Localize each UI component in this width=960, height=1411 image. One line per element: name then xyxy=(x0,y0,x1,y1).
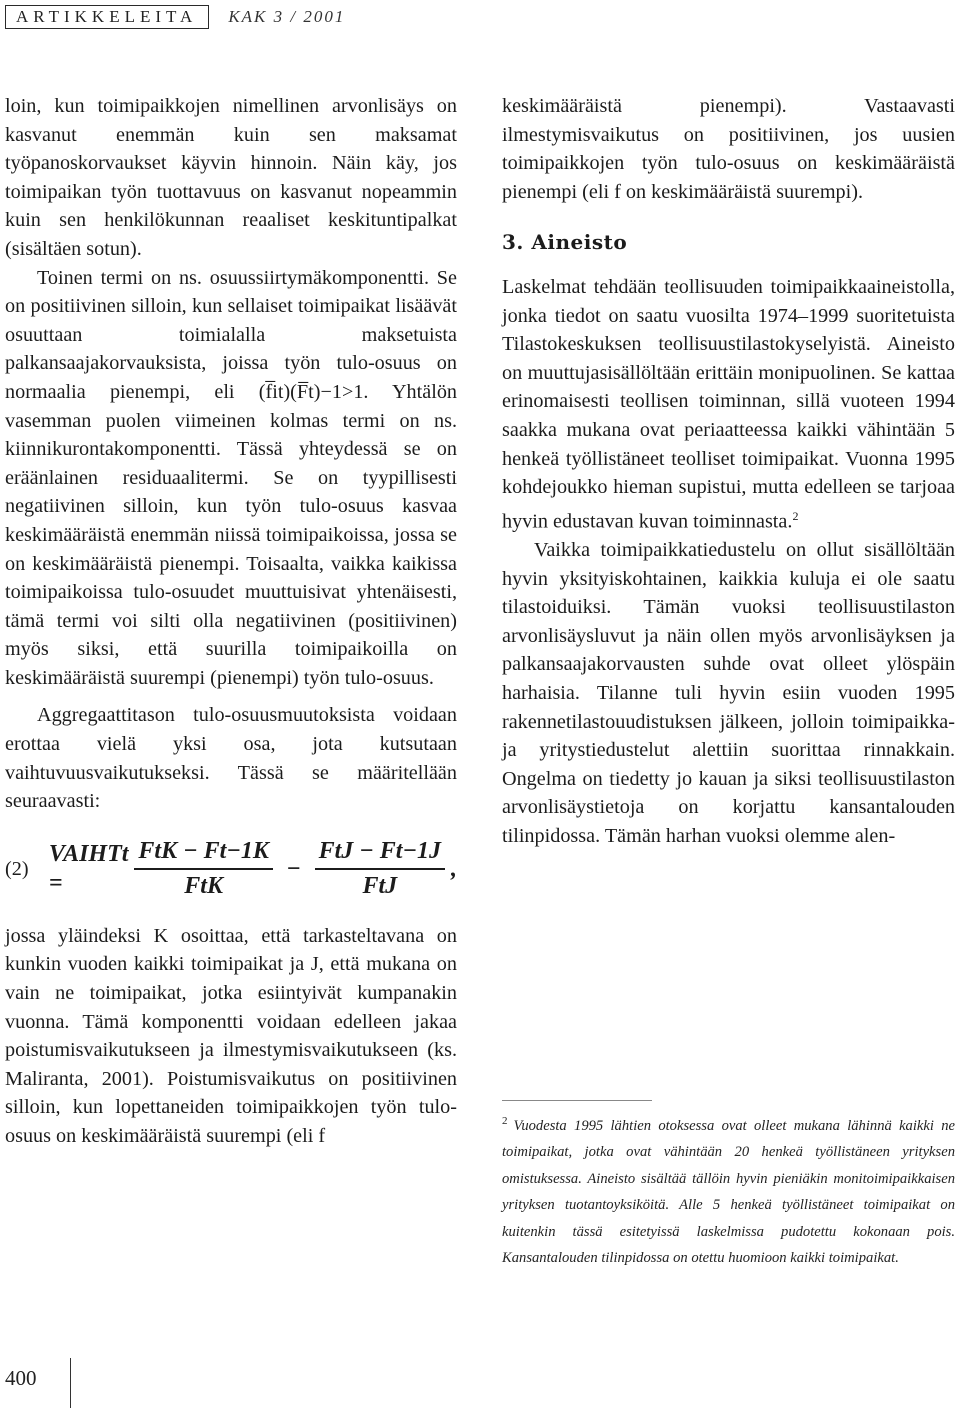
left-column xyxy=(5,92,457,1151)
equation-body xyxy=(49,837,457,900)
footnote-divider xyxy=(502,1100,652,1101)
footnote-text: Vuodesta 1995 lähtien otoksessa ovat olleet mukana lähinnä kaikki ne toimipaikat, jotka ovat vähintään 20 henkeä työllistäneen yrityksen omistuksessa. Aineisto sisältää tällöin hyvin pieniäkin monitoimipaikkaisen yrityksen tuotantoyksiköitä. Alle 5 henkeä työllistäneet toimipaikat on kuitenkin tässä esitetyissä laskelmissa pudotettu kokonaan pois. Kansantalouden tilinpidossa on otettu huomioon kaikki toimipaikat. xyxy=(502,1117,955,1267)
paragraph: loin, kun toimipaikkojen nimellinen arvonlisäys on kasvanut enemmän kuin sen maksamat työpanoskorvaukset käyvin hinnoin. Näin käy, jos toimipaikan työn tuottavuus on kasvanut nopeammin kuin sen henkilökunnan reaaliset keskituntipalkat (sisältäen sotun). xyxy=(5,95,457,260)
page-number-divider xyxy=(70,1358,71,1408)
paragraph xyxy=(502,273,955,536)
fraction-1-numerator: FtK − Ft−1K xyxy=(134,837,272,870)
fraction-2-denominator: FtJ xyxy=(362,872,398,899)
page-number: 400 xyxy=(5,1366,37,1390)
issue-label: KAK 3 / 2001 xyxy=(228,7,346,26)
paragraph xyxy=(5,264,457,693)
fraction-1 xyxy=(134,837,272,900)
paragraph: keskimääräistä pienempi). Vastaavasti ilmestymisvaikutus on positiivinen, jos uusien toimipaikkojen työn tulo-osuus on keskimääräistä pienempi (eli f on keskimääräistä suurempi). xyxy=(502,95,955,203)
fraction-2 xyxy=(315,837,445,900)
paragraph: jossa yläindeksi K osoittaa, että tarkasteltavana on kunkin vuoden kaikki toimipaikat ja J, että mukana on vain ne toimipaikat, jotka esiintyivät kumpanakin vuonna. Tämä komponentti voidaan edelleen jakaa poistumisvaikutukseen ja ilmestymisvaikutukseen (ks. Maliranta, 2001). Poistumisvaikutus on positiivinen silloin, kun lopettaneiden toimipaikkojen työn tulo-osuus on keskimääräistä suurempi (eli f xyxy=(5,924,457,1147)
section-heading: 3. Aineisto xyxy=(502,230,628,255)
running-header xyxy=(5,5,345,29)
section-label: ARTIKKELEITA xyxy=(5,5,209,29)
footnote xyxy=(502,1108,955,1272)
inline-formula: (f̅it)(F̅t)−1>1. xyxy=(258,380,369,403)
right-column xyxy=(502,92,955,851)
equation-lhs: VAIHTt = xyxy=(48,841,129,896)
equation-2 xyxy=(5,826,457,912)
paragraph: Vaikka toimipaikkatiedustelu on ollut sisällöltään hyvin yksityiskohtainen, kaikkia kuluja ei ole saatu tilastoiduiksi. Tämän vuoksi teollisuustilaston arvonlisäysluvut ja näin ollen myös arvonlisäyksen ja palkansaajakorvausten suhde ovat olleet ylöspäin harhaisia. Tilanne tuli hyvin esiin vuoden 1995 rakennetilastouudistuksen jälkeen, jolloin toimipaikka- ja yritystiedustelut alettiin suorittaa rinnakkain. Ongelma on tiedetty jo kauan ja siksi teollisuustilaston arvonlisäystietoja on korjattu kansantalouden tilinpidossa. Tämän harhan vuoksi olemme alen- xyxy=(502,539,955,847)
equation-comma: , xyxy=(451,855,457,882)
footnote-reference: 2 xyxy=(792,508,799,523)
paragraph-text: Toinen termi on ns. osuussiirtymäkomponentti. Se on positiivinen silloin, kun sellaiset toimipaikat lisäävät osuuttaan toimialalla maksetuista palkansaajakorvauksista, joissa työn tulo-osuus on normaalia pienempi, eli xyxy=(5,266,457,403)
fraction-1-denominator: FtK xyxy=(184,872,223,899)
paragraph: Aggregaattitason tulo-osuusmuutoksista voidaan erottaa vielä yksi osa, jota kutsutaan vaihtuvuusvaikutukseksi. Tässä se määritellään seuraavasti: xyxy=(5,704,457,813)
minus-sign: − xyxy=(286,855,301,882)
paragraph-text: Laskelmat tehdään teollisuuden toimipaikkaaineistolla, jonka tiedot on saatu vuosilta 1974–1999 suoritetuista Tilastokeskuksen teollisuustilastokyselyistä. Aineisto on muuttujasisällöltään erittäin monipuolinen. Se kattaa erinomaisesti teollisen toiminnan, sillä vuoteen 1994 saakka mukana ovat periaatteessa kaikki vähintään 5 henkeä työllistäneet teolliset toimipaikat. Vuonna 1995 kohdejoukko hieman supistui, mutta edelleen se tarjoaa hyvin edustavan kuvan toiminnasta. xyxy=(502,275,955,533)
footnote-marker: 2 xyxy=(502,1115,508,1127)
equation-number: (2) xyxy=(5,857,29,880)
paragraph-text: Yhtälön vasemman puolen viimeinen kolmas termi on ns. kiinnikurontakomponentti. Tässä yhteydessä se on eräänlainen residuaalitermi. Se on tyypillisesti negatiivinen silloin, kun työn tulo-osuus kasvaa keskimääräistä enemmän niissä toimipaikoissa, jossa se on keskimääräistä pienempi. Toisaalta, vaikka kaikissa toimipaikoissa tulo-osuudet muuttuisivat yhtenäisesti, tämä termi voi silti olla negatiivinen (positiivinen) myös siksi, että suurilla toimipaikoilla on keskimääräistä suurempi (pienempi) työn tulo-osuus. xyxy=(5,380,458,689)
fraction-2-numerator: FtJ − Ft−1J xyxy=(315,837,445,870)
